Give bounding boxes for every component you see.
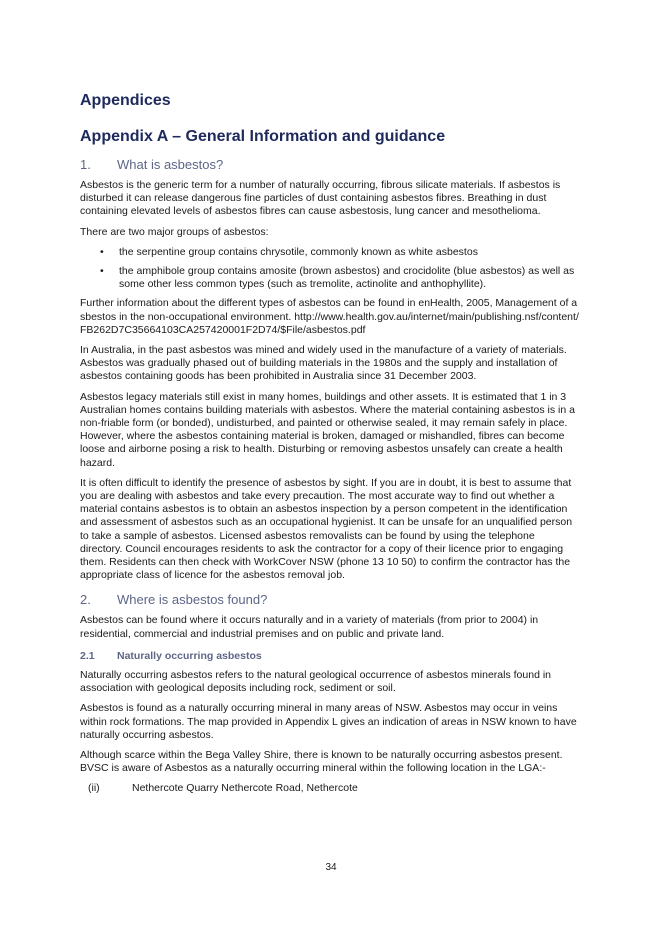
section-2-title: Where is asbestos found? bbox=[117, 592, 268, 608]
heading-appendix-a: Appendix A – General Information and guidance bbox=[80, 128, 446, 145]
section-1-number: 1. bbox=[80, 157, 91, 172]
section-2-number: 2. bbox=[80, 592, 91, 608]
heading-appendices: Appendices bbox=[80, 92, 171, 109]
section-2-1-title: Naturally occurring asbestos bbox=[117, 649, 262, 662]
bullet-icon: • bbox=[100, 265, 104, 278]
section-2-1-paragraph-2: Asbestos is found as a naturally occurring mineral in many areas of NSW. Asbestos may occur in veins within rock formations. The map provided in Appendix L gives an indication of areas in NSW known to have naturally occurring asbestos. bbox=[80, 702, 577, 741]
page-body bbox=[80, 92, 580, 796]
section-2-1-paragraph-1: Naturally occurring asbestos refers to the natural geological occurrence of asbestos minerals found in association with geological deposits including rock, sediment or soil. bbox=[80, 668, 551, 695]
section-1-title: What is asbestos? bbox=[117, 157, 224, 172]
asbestos-groups-list bbox=[80, 246, 580, 292]
list-item-text: the serpentine group contains chrysotile, commonly known as white asbestos bbox=[119, 245, 478, 258]
section-1-paragraph-3: Further information about the different types of asbestos can be found in enHealth, 2005, Management of asbestos in the non-occupational environment. http://www.health.gov.au/internet/main/publishing.nsf/content/FB262D7C35664103CA257420001F2D74/$File/asbestos.pdf bbox=[80, 297, 579, 336]
section-2-paragraph-1: Asbestos can be found where it occurs naturally and in a variety of materials (from prior to 2004) in residential, commercial and industrial premises and on public and private land. bbox=[80, 614, 539, 640]
bullet-icon: • bbox=[100, 245, 104, 258]
section-1-paragraph-2: There are two major groups of asbestos: bbox=[80, 225, 269, 238]
section-1-heading bbox=[80, 157, 580, 172]
list-item bbox=[80, 246, 580, 259]
section-2-1-paragraph-3: Although scarce within the Bega Valley Shire, there is known to be naturally occurring asbestos present. BVSC is aware of Asbestos as a naturally occurring mineral within the following location in the LGA:- bbox=[80, 748, 563, 775]
location-item bbox=[80, 782, 580, 795]
section-1-paragraph-6: It is often difficult to identify the presence of asbestos by sight. If you are in doubt, it is best to assume that you are dealing with asbestos and take every precaution. The most accurate way to find out whether a material contains asbestos is to obtain an asbestos inspection by a person competent in the identification and assessment of asbestos such as an occupational hygienist. It can be unsafe for an unqualified person to take a sample of asbestos. Licensed asbestos removalists can be found by using the telephone directory. Council encourages residents to ask the contractor for a copy of their licence prior to engaging them. Residents can then check with WorkCover NSW (phone 13 10 50) to confirm the contractor has the appropriate class of licence for the asbestos removal job. bbox=[80, 476, 573, 582]
section-2-heading bbox=[80, 592, 580, 607]
location-item-number: (ii) bbox=[88, 782, 100, 795]
location-item-text: Nethercote Quarry Nethercote Road, Nethercote bbox=[132, 782, 358, 795]
list-item bbox=[80, 265, 580, 291]
list-item-text: the amphibole group contains amosite (brown asbestos) and crocidolite (blue asbestos) as well as some other less common types (such as tremolite, actinolite and anthophyllite). bbox=[119, 265, 575, 291]
section-1-paragraph-5: Asbestos legacy materials still exist in many homes, buildings and other assets. It is estimated that 1 in 3 Australian homes contains building materials with asbestos. Where the material containing asbestos is in a non-friable form (or bonded), undisturbed, and painted or otherwise sealed, it may remain safely in place. However, where the asbestos containing material is broken, damaged or mishandled, fibres can become loose and airborne posing a risk to health. Disturbing or removing asbestos unsafely can create a health hazard. bbox=[80, 390, 575, 469]
section-1-paragraph-4: In Australia, in the past asbestos was mined and widely used in the manufacture of a variety of materials. Asbestos was gradually phased out of building materials in the 1980s and the supply and installation of asbestos containing goods has been prohibited in Australia since 31 December 2003. bbox=[80, 344, 567, 383]
section-2-1-number: 2.1 bbox=[80, 649, 95, 662]
section-2-1-heading bbox=[80, 650, 580, 662]
page-number: 34 bbox=[325, 862, 337, 873]
section-1-paragraph-1: Asbestos is the generic term for a number of naturally occurring, fibrous silicate materials. If asbestos is disturbed it can release dangerous fine particles of dust containing asbestos fibres. Breathing in dust containing elevated levels of asbestos fibres can cause asbestosis, lung cancer and mesothelioma. bbox=[80, 179, 561, 218]
